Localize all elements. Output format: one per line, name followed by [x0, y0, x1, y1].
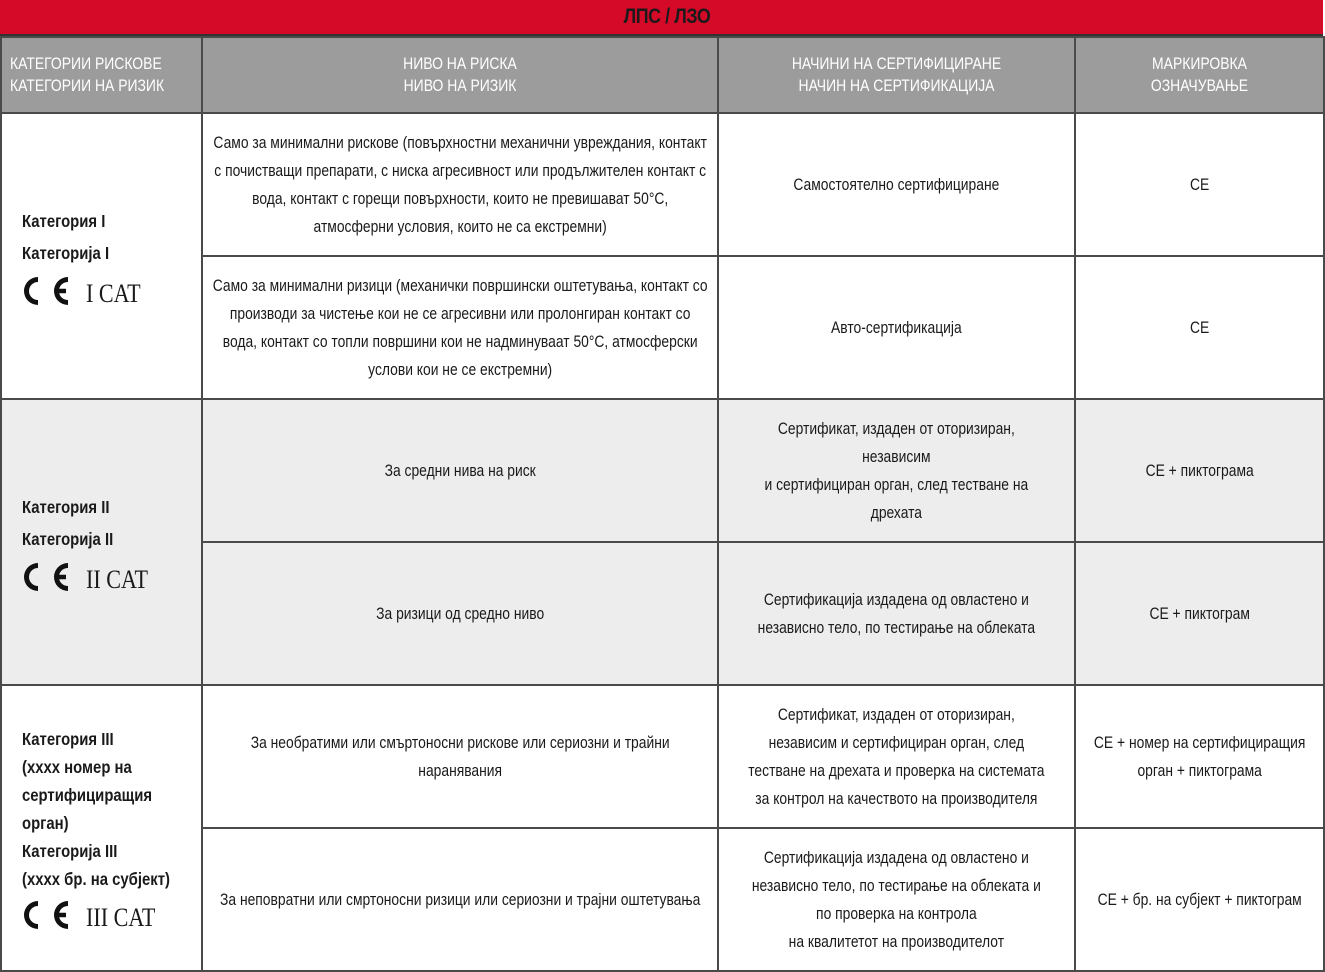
category-label: Категорија II [22, 529, 114, 549]
marking-text: CE + номер на сертифициращия орган + пиктограма [1093, 733, 1306, 780]
category-label: (xxxx номер на [22, 757, 132, 777]
method-line: тестване на дрехата и проверка на системата [748, 761, 1045, 780]
category-label: Категория III [22, 729, 114, 749]
ce-mark-icon [22, 275, 76, 307]
risk-level-text: За ризици од средно ниво [376, 604, 545, 623]
header-line: НИВО НА РИЗИК [403, 76, 517, 95]
marking-cell [1075, 828, 1324, 971]
method-line: по проверка на контрола [816, 904, 977, 923]
risk-level-text: За необратими или смъртоносни рискове или сериозни и трайни наранявания [250, 733, 670, 780]
marking-cell [1075, 399, 1324, 542]
marking-text: CE [1189, 175, 1210, 194]
category-cell-3 [1, 685, 202, 971]
header-line: ОЗНАЧУВАЊЕ [1150, 76, 1249, 95]
certification-method-cell [718, 113, 1075, 256]
risk-level-cell [202, 399, 718, 542]
marking-text: CE + пиктограма [1145, 461, 1254, 480]
header-row [1, 37, 1324, 113]
certification-method-cell [718, 256, 1075, 399]
method-line: независно тело, по тестирање на облеката и [752, 876, 1041, 895]
ce-cat-label: II CAT [86, 565, 148, 594]
method-line: на квалитетот на производителот [788, 932, 1005, 951]
marking-cell [1075, 256, 1324, 399]
method-line: независим [862, 447, 931, 466]
category-label: орган) [22, 813, 69, 833]
ce-mark-icon [22, 561, 76, 593]
header-line: КАТЕГОРИИ НА РИЗИК [10, 76, 165, 95]
risk-level-text: Само за минимални ризици (механички површински оштетувања, контакт со производи за чистење кои не се агресивни или пролонгиран контакт со вода, контакт со топли површини кои не надминуваат 50°C, атмосферски услови кои не се екстремни) [212, 276, 708, 379]
risk-level-cell [202, 685, 718, 828]
risk-level-cell [202, 542, 718, 685]
category-label: Категорија I [22, 243, 110, 263]
risk-level-cell [202, 828, 718, 971]
method-line: и сертифициран орган, след тестване на [764, 475, 1029, 494]
category-cell-1 [1, 113, 202, 399]
method-line: Сертификација издадена од овластено и [763, 590, 1030, 609]
certification-method-cell [718, 828, 1075, 971]
certification-method-text: Авто-сертификација [831, 318, 962, 337]
certification-method-text [727, 415, 1067, 527]
header-certification-method [718, 37, 1075, 113]
certification-method-cell [718, 685, 1075, 828]
table-row [1, 685, 1324, 828]
category-label: сертифицирaщия [22, 785, 153, 805]
title-bar [0, 0, 1323, 36]
header-risk-level [202, 37, 718, 113]
method-line: Сертификат, издаден от оторизиран, [778, 419, 1015, 438]
header-risk-categories [1, 37, 202, 113]
table-row [1, 113, 1324, 256]
certification-method-cell [718, 399, 1075, 542]
certification-method-text: Самостоятелно сертифициране [793, 175, 1000, 194]
ce-cat-row [22, 275, 195, 307]
header-line: МАРКИРОВКА [1152, 54, 1247, 73]
risk-level-text: За неповратни или смртоносни ризици или сериозни и трајни оштетувања [219, 890, 701, 909]
risk-level-cell [202, 113, 718, 256]
method-line: Сертификат, издаден от оторизиран, [778, 705, 1015, 724]
certification-method-text [727, 701, 1067, 813]
marking-cell [1075, 685, 1324, 828]
ce-cat-row [22, 561, 195, 593]
method-line: за контрол на качеството на производителя [755, 789, 1038, 808]
marking-text: CE + бр. на субјект + пиктограм [1097, 890, 1302, 909]
category-label: Категория I [22, 211, 106, 231]
method-line: независно тело, по тестирање на облеката [757, 618, 1036, 637]
category-label: Категорија III [22, 841, 118, 861]
certification-method-cell [718, 542, 1075, 685]
certification-method-text [727, 844, 1067, 956]
marking-text: CE [1189, 318, 1210, 337]
risk-category-table [0, 36, 1325, 972]
ce-cat-label: I CAT [86, 279, 141, 308]
method-line: Сертификација издадена од овластено и [763, 848, 1030, 867]
table-title: ЛПС / ЛЗО [623, 5, 710, 28]
ce-cat-row [22, 899, 195, 931]
marking-cell [1075, 113, 1324, 256]
ce-mark-icon [22, 899, 76, 931]
category-label: (xxxx бр. на субјект) [22, 869, 170, 889]
method-line: независим и сертифициран орган, след [768, 733, 1025, 752]
ce-cat-label: III CAT [86, 903, 156, 932]
header-line: НИВО НА РИСКА [403, 54, 517, 73]
risk-level-cell [202, 256, 718, 399]
table-row [1, 399, 1324, 542]
header-line: НАЧИН НА СЕРТИФИКАЦИЈА [798, 76, 995, 95]
category-label: Категория II [22, 497, 110, 517]
marking-text: CE + пиктограм [1149, 604, 1250, 623]
risk-level-text: Само за минимални рискове (повърхностни механични увреждания, контакт с почистващи препарати, с ниска агресивност или продължителен контакт с вода, контакт с горещи повърхности, които не превишават 50°C, атмосферни условия, които не са екстремни) [213, 133, 707, 236]
category-cell-2 [1, 399, 202, 685]
method-line: дрехата [870, 503, 923, 522]
marking-cell [1075, 542, 1324, 685]
header-line: КАТЕГОРИИ РИСКОВЕ [10, 54, 162, 73]
header-line: НАЧИНИ НА СЕРТИФИЦИРАНЕ [791, 54, 1002, 73]
header-marking [1075, 37, 1324, 113]
risk-level-text: За средни нива на риск [384, 461, 536, 480]
certification-method-text [727, 586, 1067, 642]
